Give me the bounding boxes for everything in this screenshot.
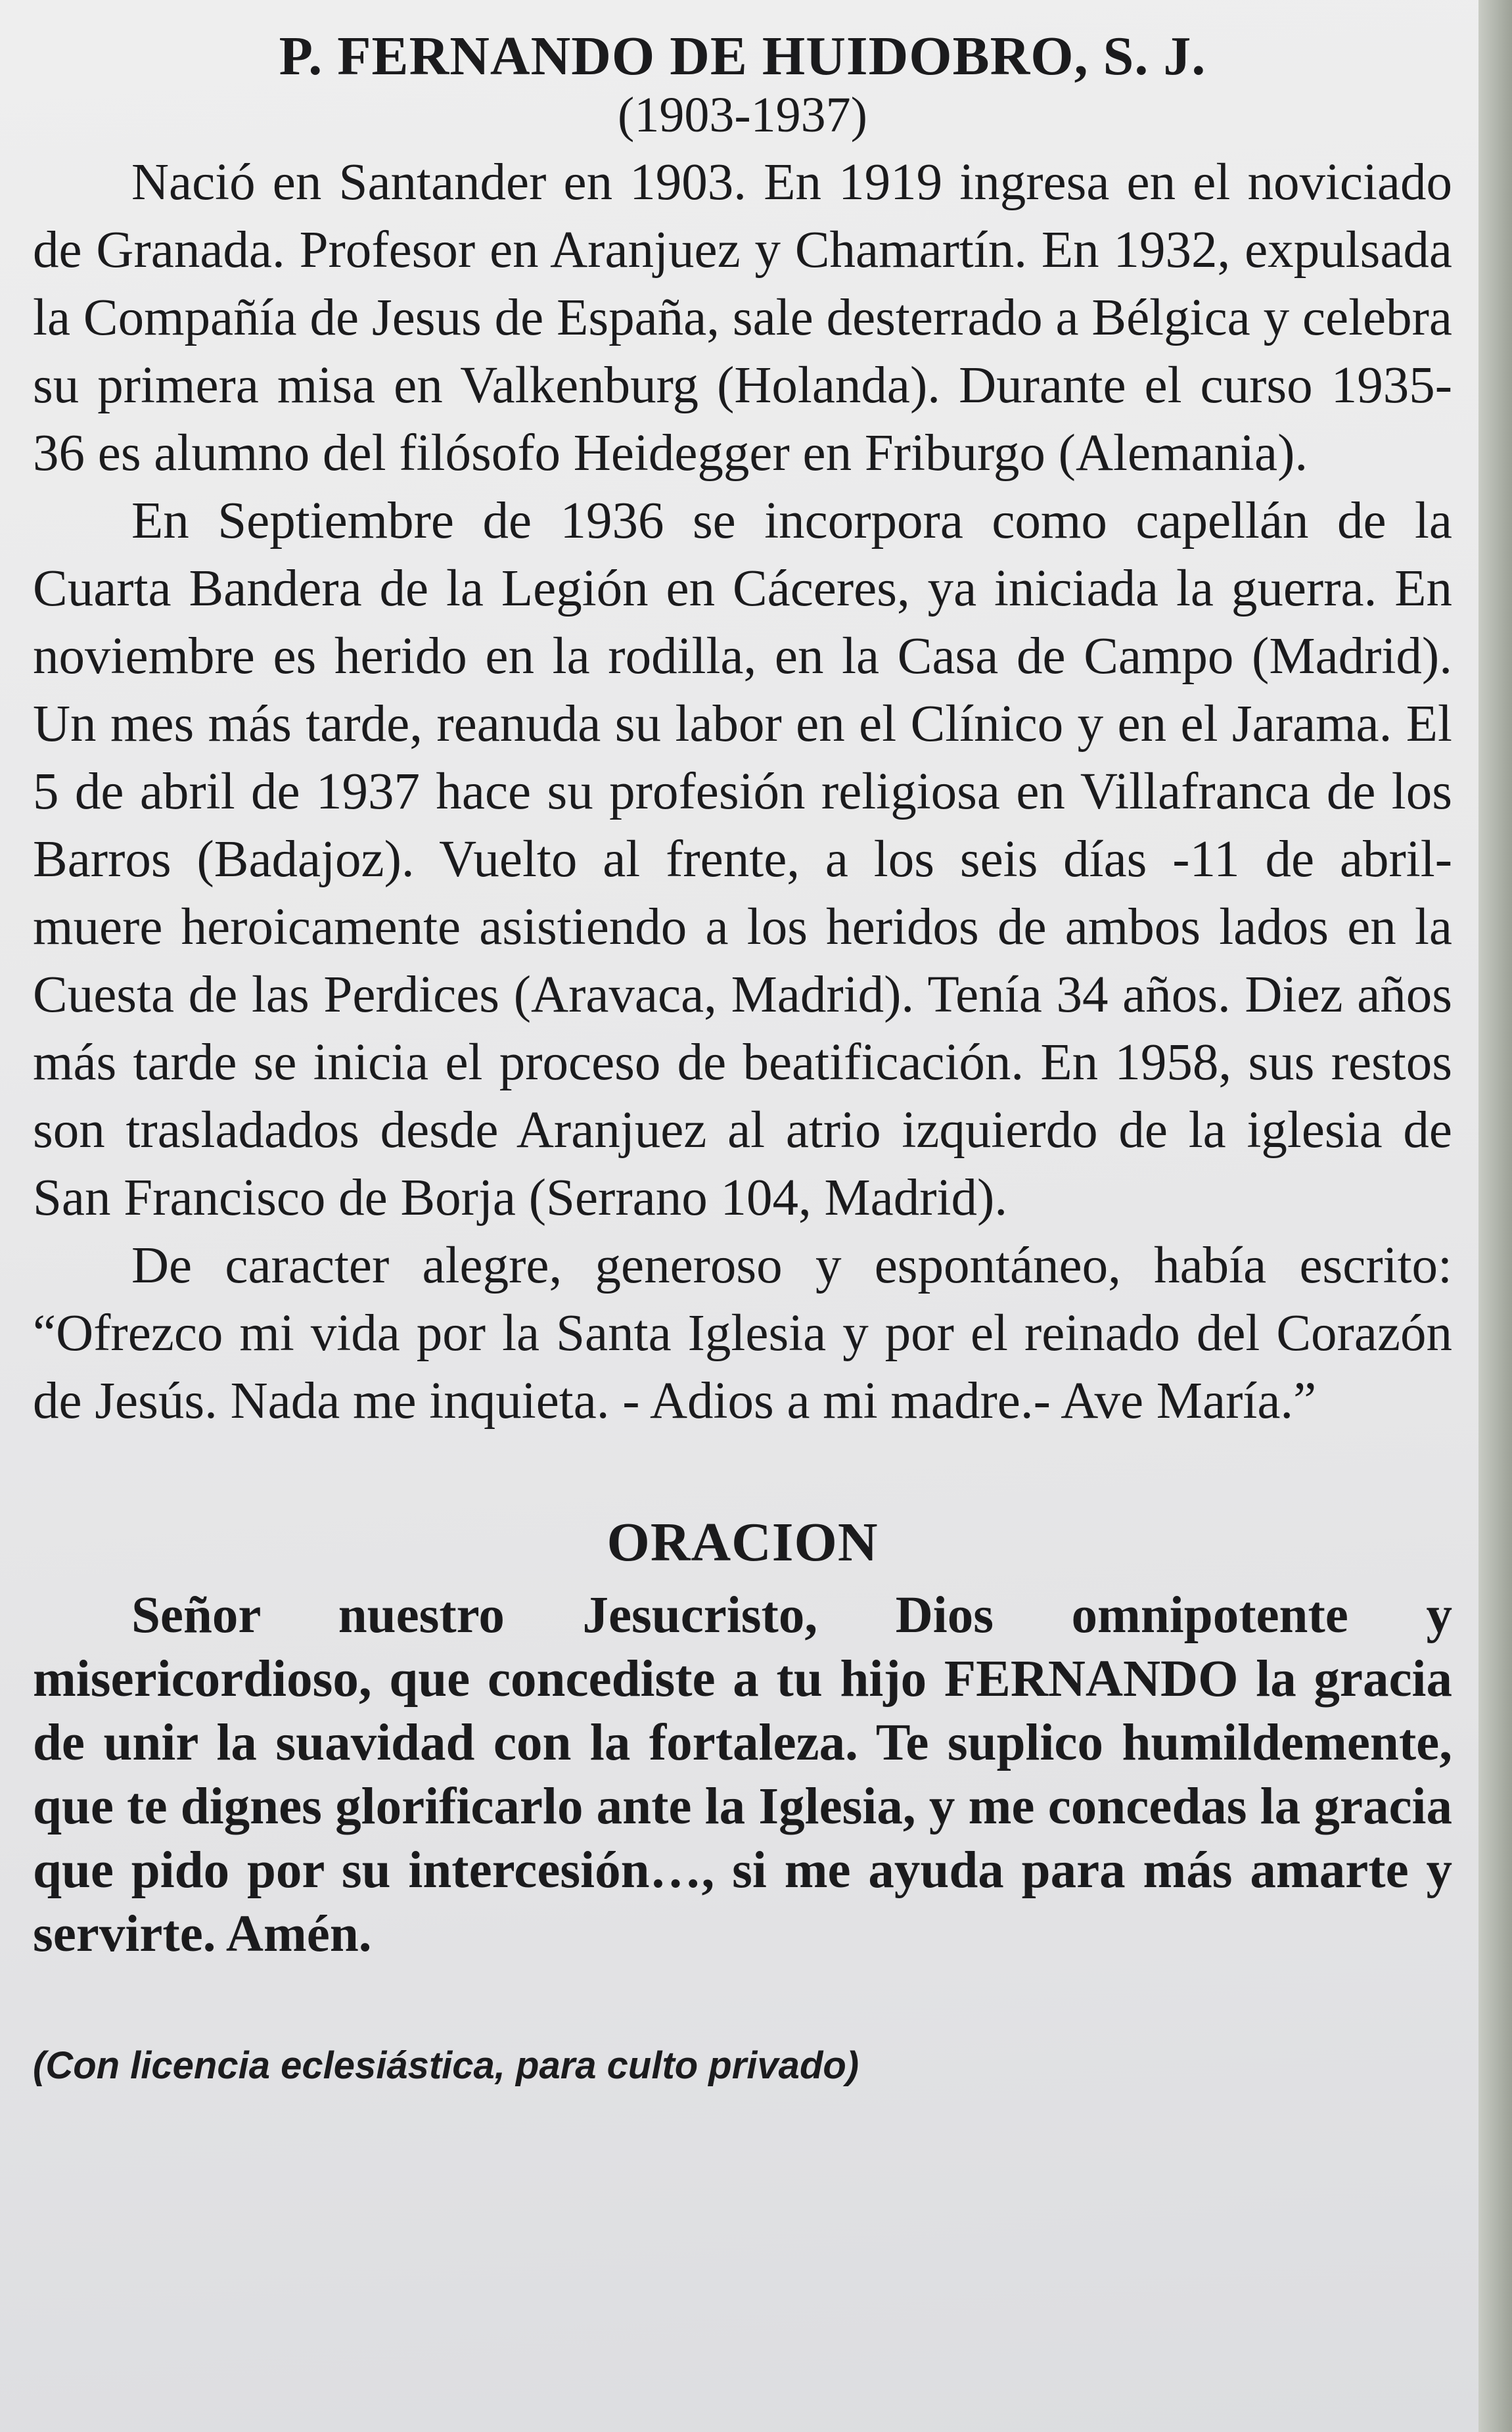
- bio-paragraph: Nació en Santander en 1903. En 1919 ingresa en el noviciado de Granada. Profesor en Aranjuez y Chamartín. En 1932, expulsada la Compañía de Jesus de España, sale desterrado a Bélgica y celebra su primera misa en Valkenburg (Holanda). Durante el curso 1935-36 es alumno del filósofo Heidegger en Friburgo (Alemania).: [33, 153, 1452, 482]
- prayer-text: Señor nuestro Jesucristo, Dios omnipotente y misericordioso, que concediste a tu hijo FERNANDO la gracia de unir la suavidad con la fortaleza. Te suplico humildemente, que te dignes glorificarlo ante la Iglesia, y me concedas la gracia que pido por su intercesión…, si me ayuda para más amarte y servirte. Amén.: [33, 1587, 1452, 1963]
- background-edge: [1478, 0, 1512, 2432]
- license-note: (Con licencia eclesiástica, para culto privado): [33, 2044, 859, 2088]
- card-heading: P. FERNANDO DE HUIDOBRO, S. J.: [279, 26, 1206, 87]
- bio-paragraph: De caracter alegre, generoso y espontáneo, había escrito: “Ofrezco mi vida por la Santa Iglesia y por el reinado del Corazón de Jesús. Nada me inquieta. - Adios a mi madre.- Ave María.”: [33, 1236, 1452, 1430]
- bio-paragraph: En Septiembre de 1936 se incorpora como capellán de la Cuarta Bandera de la Legión en Cáceres, ya iniciada la guerra. En noviembre es herido en la rodilla, en la Casa de Campo (Madrid). Un mes más tarde, reanuda su labor en el Clínico y en el Jarama. El 5 de abril de 1937 hace su profesión religiosa en Villafranca de los Barros (Badajoz). Vuelto al frente, a los seis días -11 de abril- muere heroicamente asistiendo a los heridos de ambos lados en la Cuesta de las Perdices (Aravaca, Madrid). Tenía 34 años. Diez años más tarde se inicia el proceso de beatificación. En 1958, sus restos son trasladados desde Aranjuez al atrio izquierdo de la iglesia de San Francisco de Borja (Serrano 104, Madrid).: [33, 492, 1452, 1227]
- life-dates: (1903-1937): [618, 87, 867, 143]
- biography: [33, 149, 1452, 1435]
- prayer-title: ORACION: [607, 1511, 879, 1573]
